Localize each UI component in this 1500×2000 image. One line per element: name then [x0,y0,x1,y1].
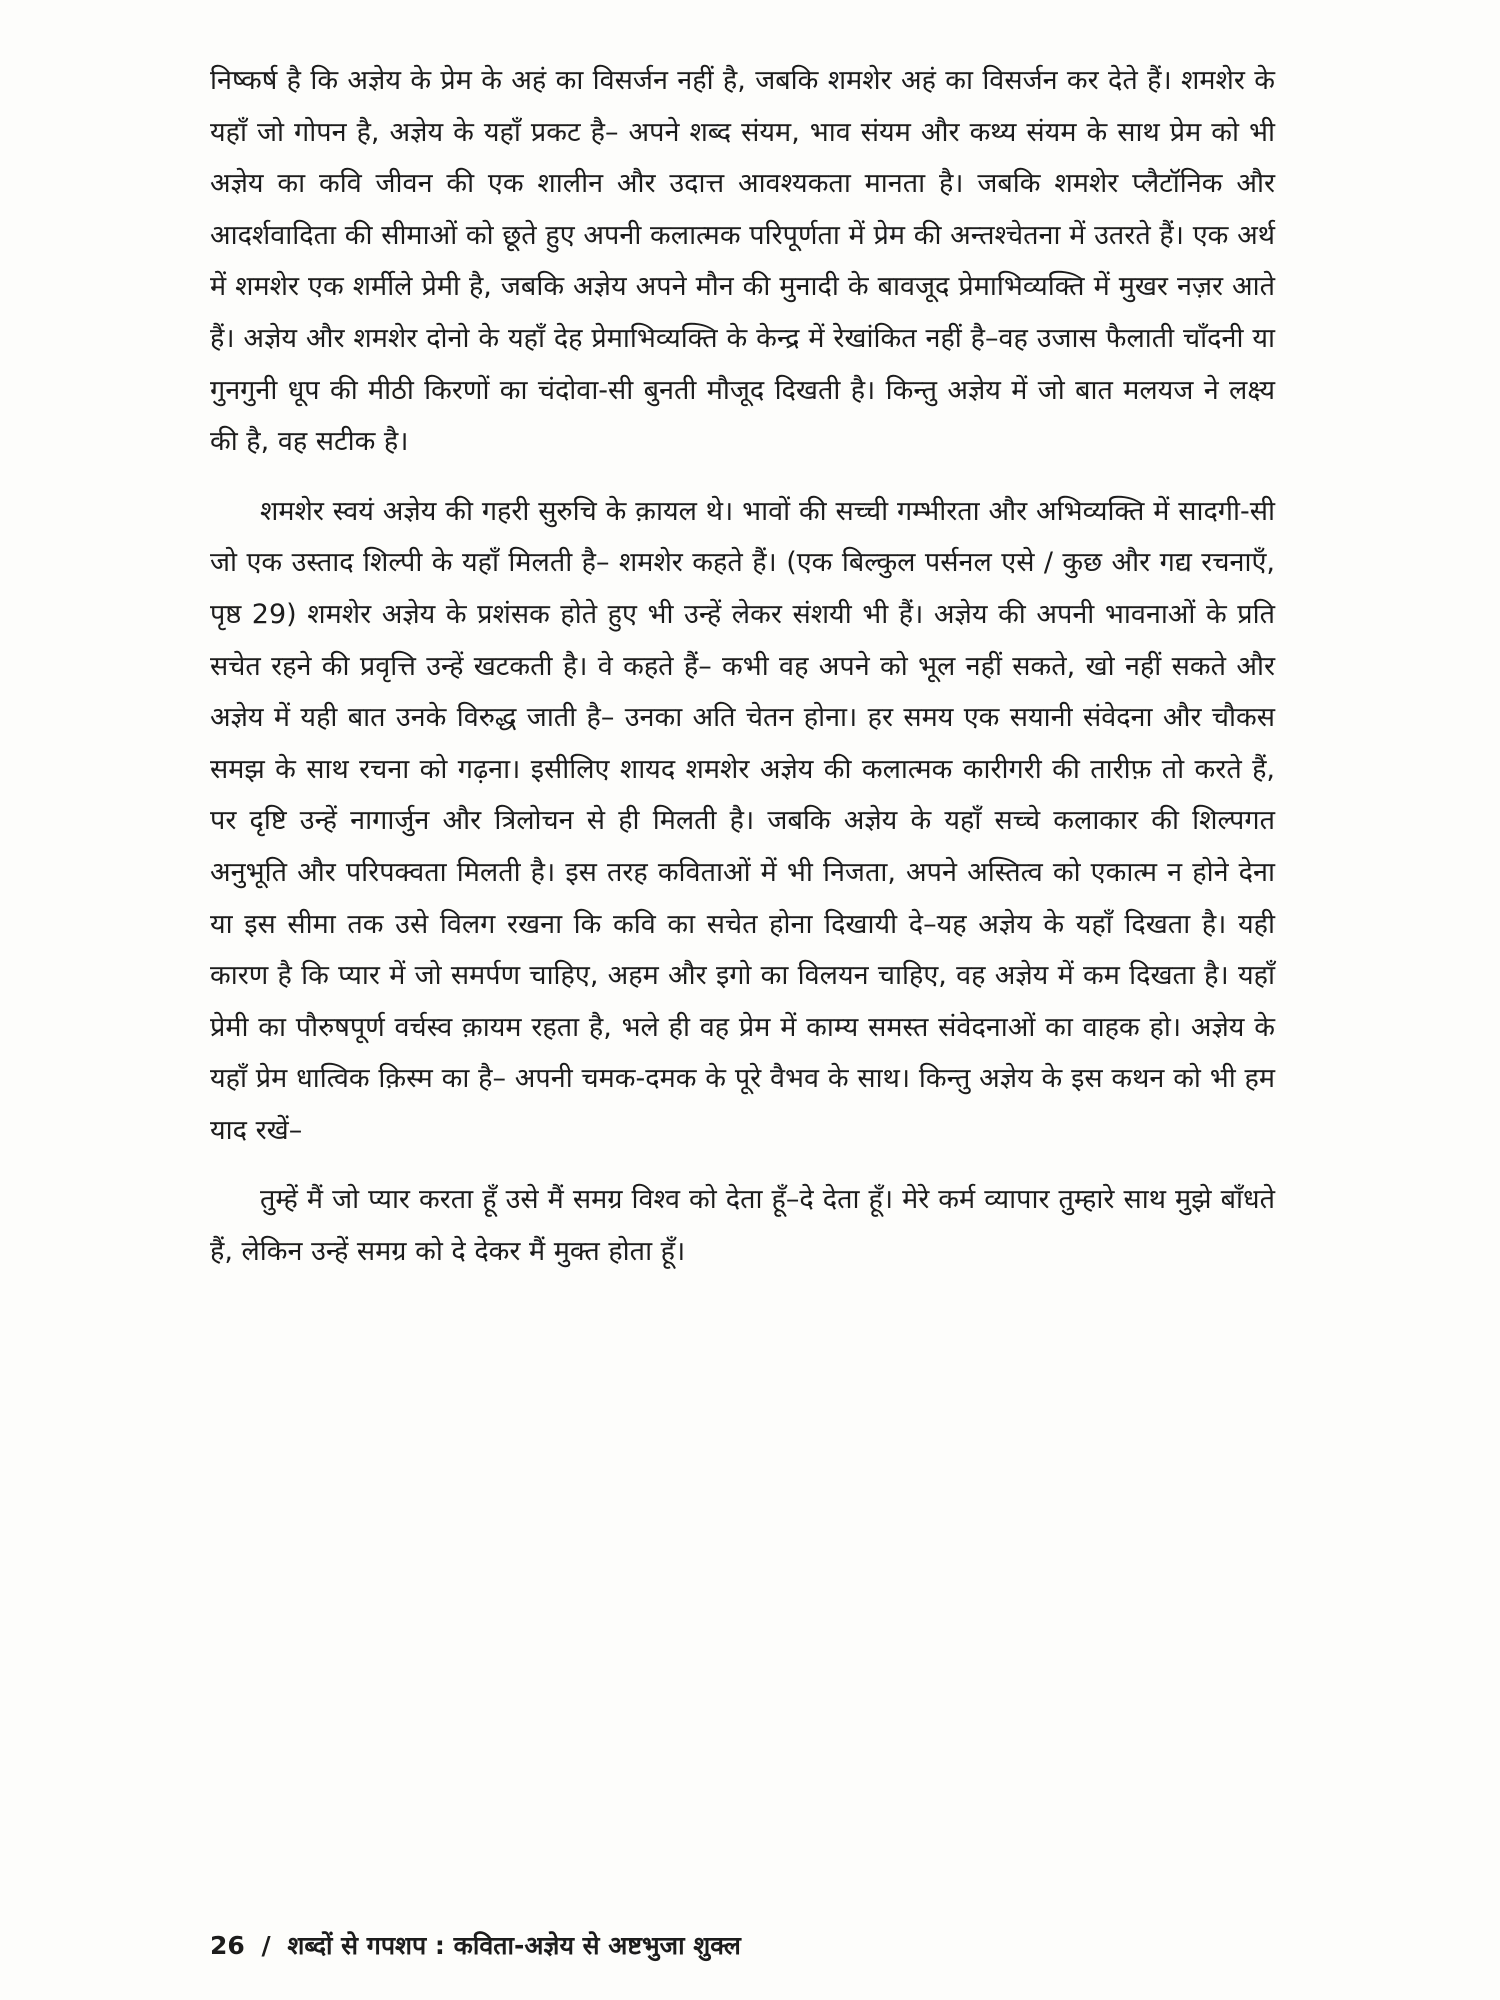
footer-separator: / [261,1931,271,1960]
paragraph-1: निष्कर्ष है कि अज्ञेय के प्रेम के अहं का विसर्जन नहीं है, जबकि शमशेर अहं का विसर्जन कर देते हैं। शमशेर के यहाँ जो गोपन है, अज्ञेय के यहाँ प्रकट है– अपने शब्द संयम, भाव संयम और कथ्य संयम के साथ प्रेम को भी अज्ञेय का कवि जीवन की एक शालीन और उदात्त आवश्यकता मानता है। जबकि शमशेर प्लैटॉनिक और आदर्शवादिता की सीमाओं को छूते हुए अपनी कलात्मक परिपूर्णता में प्रेम की अन्तश्चेतना में उतरते हैं। एक अर्थ में शमशेर एक शर्मीले प्रेमी है, जबकि अज्ञेय अपने मौन की मुनादी के बावजूद प्रेमाभिव्यक्ति में मुखर नज़र आते हैं। अज्ञेय और शमशेर दोनो के यहाँ देह प्रेमाभिव्यक्ति के केन्द्र में रेखांकित नहीं है–वह उजास फैलाती चाँदनी या गुनगुनी धूप की मीठी किरणों का चंदोवा-सी बुनती मौजूद दिखती है। किन्तु अज्ञेय में जो बात मलयज ने लक्ष्य की है, वह सटीक है। [210,65,1275,458]
page-body [210,55,1275,1278]
paragraph-gap [210,468,1275,486]
book-title: शब्दों से गपशप : कविता-अज्ञेय से अष्टभुजा शुक्ल [287,1931,741,1960]
paragraph-2: शमशेर स्वयं अज्ञेय की गहरी सुरुचि के क़ायल थे। भावों की सच्ची गम्भीरता और अभिव्यक्ति में सादगी-सी जो एक उस्ताद शिल्पी के यहाँ मिलती है– शमशेर कहते हैं। (एक बिल्कुल पर्सनल एसे / कुछ और गद्य रचनाएँ, पृष्ठ 29) शमशेर अज्ञेय के प्रशंसक होते हुए भी उन्हें लेकर संशयी भी हैं। अज्ञेय की अपनी भावनाओं के प्रति सचेत रहने की प्रवृत्ति उन्हें खटकती है। वे कहते हैं– कभी वह अपने को भूल नहीं सकते, खो नहीं सकते और अज्ञेय में यही बात उनके विरुद्ध जाती है– उनका अति चेतन होना। हर समय एक सयानी संवेदना और चौकस समझ के साथ रचना को गढ़ना। इसीलिए शायद शमशेर अज्ञेय की कलात्मक कारीगरी की तारीफ़ तो करते हैं, पर दृष्टि उन्हें नागार्जुन और त्रिलोचन से ही मिलती है। जबकि अज्ञेय के यहाँ सच्चे कलाकार की शिल्पगत अनुभूति और परिपक्वता मिलती है। इस तरह कविताओं में भी निजता, अपने अस्तित्व को एकात्म न होने देना या इस सीमा तक उसे विलग रखना कि कवि का सचेत होना दिखायी दे–यह अज्ञेय के यहाँ दिखता है। यही कारण है कि प्यार में जो समर्पण चाहिए, अहम और इगो का विलयन चाहिए, वह अज्ञेय में कम दिखता है। यहाँ प्रेमी का पौरुषपूर्ण वर्चस्व क़ायम रहता है, भले ही वह प्रेम में काम्य समस्त संवेदनाओं का वाहक हो। अज्ञेय के यहाँ प्रेम धात्विक क़िस्म का है– अपनी चमक-दमक के पूरे वैभव के साथ। किन्तु अज्ञेय के इस कथन को भी हम याद रखें– [210,495,1275,1146]
quotation-paragraph: तुम्हें मैं जो प्यार करता हूँ उसे मैं समग्र विश्व को देता हूँ–दे देता हूँ। मेरे कर्म व्यापार तुम्हारे साथ मुझे बाँधते हैं, लेकिन उन्हें समग्र को दे देकर मैं मुक्त होता हूँ। [210,1184,1275,1268]
page-number: 26 [210,1931,245,1960]
page-footer [210,1928,749,1962]
